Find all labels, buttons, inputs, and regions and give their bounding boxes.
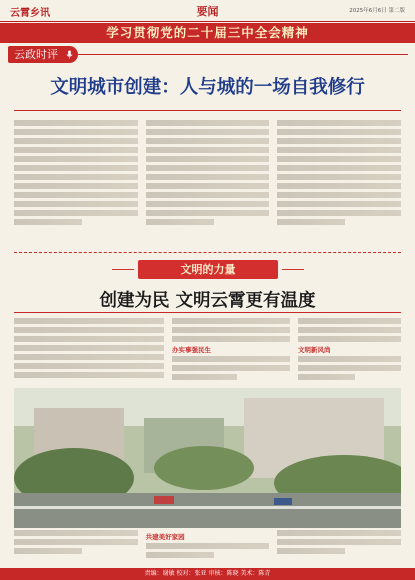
page-footer: 责编：谢敏 校对：张亚 审核：陈晓 美术：陈青 xyxy=(0,568,415,580)
newspaper-name: 云霄乡讯 xyxy=(10,8,50,19)
article-body-main xyxy=(14,120,401,224)
article-column xyxy=(14,120,138,224)
city-street-photo xyxy=(14,388,401,528)
article-column-right xyxy=(298,318,401,383)
page-section-title: 要闻 xyxy=(196,5,219,18)
article-subhead: 办实事强民生 xyxy=(172,346,211,354)
section-tag: 文明的力量 xyxy=(138,260,278,279)
article-column-middle xyxy=(172,318,290,383)
theme-banner: 学习贯彻党的二十届三中全会精神 xyxy=(0,23,415,43)
article-headline-secondary: 创建为民 文明云霄更有温度 xyxy=(99,291,316,311)
column-tag xyxy=(8,46,78,63)
article-body-bottom xyxy=(14,530,401,560)
issue-date: 2025年6月6日 第二版 xyxy=(349,8,405,14)
article-column xyxy=(146,120,270,224)
section-divider xyxy=(14,252,401,253)
column-tag-label: 云政时评 xyxy=(14,48,58,61)
article-column xyxy=(277,530,401,560)
article-column xyxy=(146,530,270,560)
article-column-left xyxy=(14,318,164,381)
article-photo xyxy=(14,388,401,528)
article-column xyxy=(277,120,401,224)
article-column xyxy=(14,530,138,560)
article-subhead: 文明新风尚 xyxy=(298,346,331,354)
column-rule xyxy=(78,54,408,55)
headline-rule xyxy=(14,312,401,313)
headline-rule xyxy=(14,110,401,111)
article-headline-main: 文明城市创建：人与城的一场自我修行 xyxy=(50,77,365,98)
masthead xyxy=(0,0,415,22)
article-subhead: 共建美好家园 xyxy=(145,533,185,541)
microphone-icon xyxy=(65,50,74,59)
